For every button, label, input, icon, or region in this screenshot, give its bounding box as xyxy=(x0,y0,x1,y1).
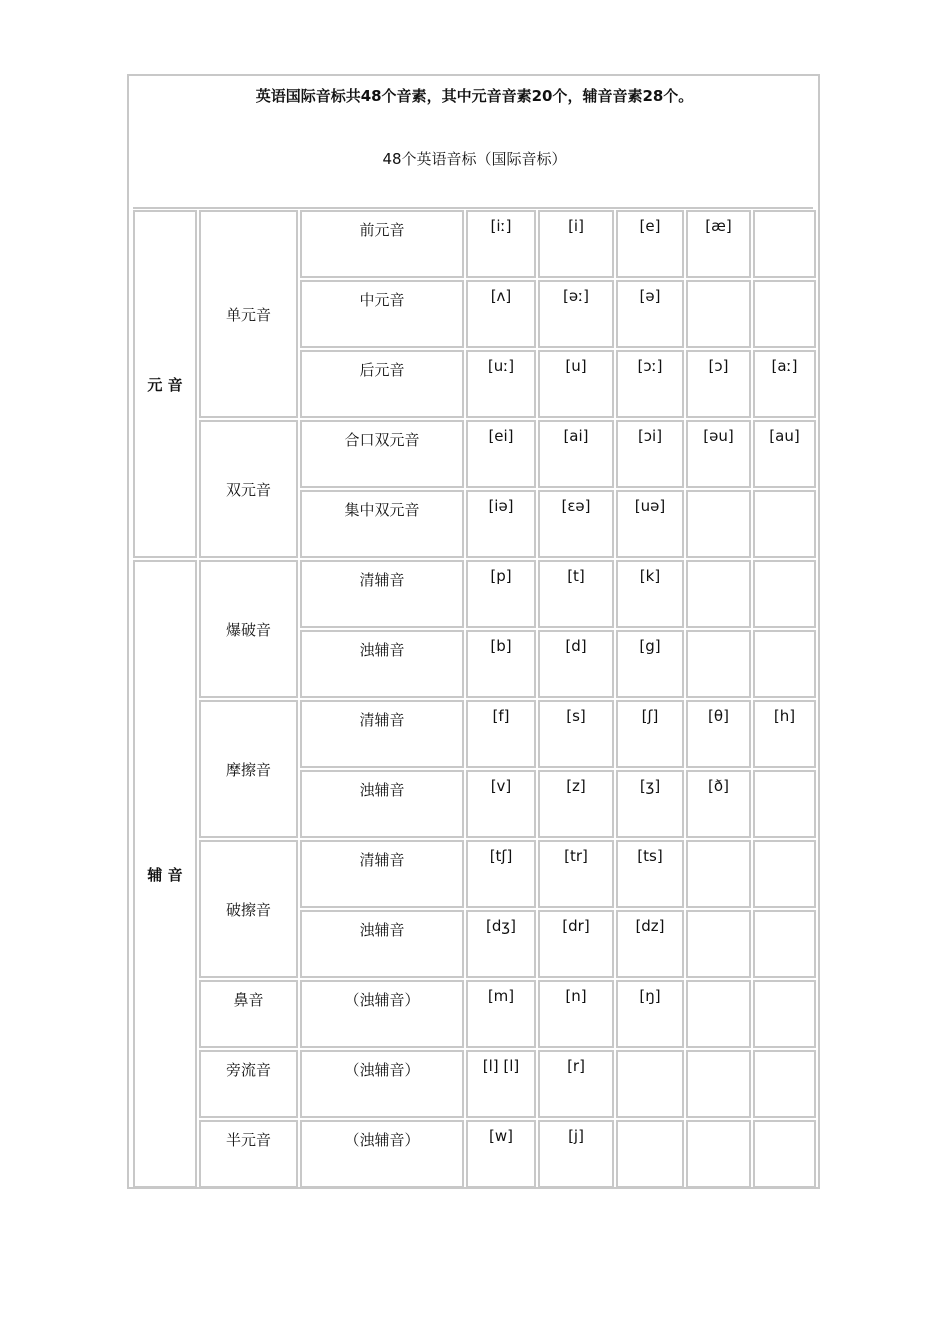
phoneme-cell: [p] xyxy=(466,560,536,628)
phoneme-cell: [ɔ] xyxy=(686,350,751,418)
phoneme-cell xyxy=(686,1120,751,1188)
row-label: 集中双元音 xyxy=(300,490,464,558)
row-label: 中元音 xyxy=(300,280,464,348)
phoneme-cell: [dr] xyxy=(538,910,614,978)
table-header xyxy=(131,77,818,207)
subgroup-affricate: 破擦音 xyxy=(199,840,298,978)
phoneme-cell xyxy=(686,910,751,978)
phoneme-cell xyxy=(753,490,816,558)
phoneme-cell: [uə] xyxy=(616,490,684,558)
phoneme-cell: [əu] xyxy=(686,420,751,488)
row-label: 浊辅音 xyxy=(300,630,464,698)
phoneme-cell xyxy=(686,1050,751,1118)
phoneme-cell xyxy=(753,1050,816,1118)
phoneme-cell: [r] xyxy=(538,1050,614,1118)
phoneme-cell: [e] xyxy=(616,210,684,278)
phoneme-cell xyxy=(686,560,751,628)
phoneme-cell: [əː] xyxy=(538,280,614,348)
phoneme-cell: [tr] xyxy=(538,840,614,908)
header-divider xyxy=(133,207,813,209)
subgroup-lateral: 旁流音 xyxy=(199,1050,298,1118)
row-label: 浊辅音 xyxy=(300,910,464,978)
phoneme-cell xyxy=(686,840,751,908)
phoneme-cell: [b] xyxy=(466,630,536,698)
subgroup-semivowel: 半元音 xyxy=(199,1120,298,1188)
row-label: 前元音 xyxy=(300,210,464,278)
phoneme-cell: [f] xyxy=(466,700,536,768)
row-label: （浊辅音） xyxy=(300,1120,464,1188)
row-label: 清辅音 xyxy=(300,700,464,768)
phoneme-cell: [l] [l] xyxy=(466,1050,536,1118)
phoneme-cell: [uː] xyxy=(466,350,536,418)
phoneme-cell: [iː] xyxy=(466,210,536,278)
subgroup-monophthong: 单元音 xyxy=(199,210,298,418)
phoneme-cell: [j] xyxy=(538,1120,614,1188)
phoneme-cell: [εə] xyxy=(538,490,614,558)
table-subtitle: 48个英语音标（国际音标） xyxy=(382,150,567,168)
phoneme-cell: [n] xyxy=(538,980,614,1048)
phoneme-cell xyxy=(753,1120,816,1188)
phoneme-cell: [m] xyxy=(466,980,536,1048)
phoneme-cell xyxy=(686,280,751,348)
phoneme-cell xyxy=(753,560,816,628)
row-label: 合口双元音 xyxy=(300,420,464,488)
subgroup-plosive: 爆破音 xyxy=(199,560,298,698)
phoneme-cell xyxy=(753,210,816,278)
phoneme-cell: [ʒ] xyxy=(616,770,684,838)
phoneme-cell: [ɔi] xyxy=(616,420,684,488)
row-label: 浊辅音 xyxy=(300,770,464,838)
phoneme-cell: [s] xyxy=(538,700,614,768)
phoneme-cell: [ts] xyxy=(616,840,684,908)
phoneme-cell: [z] xyxy=(538,770,614,838)
phoneme-cell xyxy=(616,1120,684,1188)
subgroup-nasal: 鼻音 xyxy=(199,980,298,1048)
phoneme-cell xyxy=(753,980,816,1048)
phoneme-cell: [ɔː] xyxy=(616,350,684,418)
phoneme-cell: [tʃ] xyxy=(466,840,536,908)
phoneme-cell: [ə] xyxy=(616,280,684,348)
row-label: 清辅音 xyxy=(300,560,464,628)
phoneme-cell: [au] xyxy=(753,420,816,488)
phoneme-cell xyxy=(616,1050,684,1118)
phoneme-cell: [ð] xyxy=(686,770,751,838)
phoneme-cell xyxy=(753,280,816,348)
subgroup-fricative: 摩擦音 xyxy=(199,700,298,838)
phoneme-cell: [d] xyxy=(538,630,614,698)
phoneme-cell: [v] xyxy=(466,770,536,838)
phoneme-cell: [ʌ] xyxy=(466,280,536,348)
phoneme-cell: [i] xyxy=(538,210,614,278)
phoneme-cell: [æ] xyxy=(686,210,751,278)
phoneme-cell: [k] xyxy=(616,560,684,628)
subgroup-diphthong: 双元音 xyxy=(199,420,298,558)
phoneme-cell: [w] xyxy=(466,1120,536,1188)
phoneme-cell: [ŋ] xyxy=(616,980,684,1048)
row-label: （浊辅音） xyxy=(300,980,464,1048)
phoneme-cell: [iə] xyxy=(466,490,536,558)
phoneme-cell xyxy=(753,770,816,838)
phoneme-cell: [aː] xyxy=(753,350,816,418)
phoneme-cell: [u] xyxy=(538,350,614,418)
phoneme-cell: [ai] xyxy=(538,420,614,488)
phoneme-cell xyxy=(686,490,751,558)
phoneme-cell: [g] xyxy=(616,630,684,698)
group-consonant: 辅 音 xyxy=(133,560,197,1188)
phoneme-cell: [dz] xyxy=(616,910,684,978)
phoneme-cell: [ei] xyxy=(466,420,536,488)
phoneme-cell: [h] xyxy=(753,700,816,768)
row-label: 清辅音 xyxy=(300,840,464,908)
row-label: 后元音 xyxy=(300,350,464,418)
phoneme-cell xyxy=(753,630,816,698)
phoneme-cell xyxy=(686,980,751,1048)
phoneme-cell xyxy=(753,910,816,978)
phoneme-cell: [θ] xyxy=(686,700,751,768)
phoneme-cell xyxy=(753,840,816,908)
row-label: （浊辅音） xyxy=(300,1050,464,1118)
table-title: 英语国际音标共48个音素，其中元音音素20个，辅音音素28个。 xyxy=(255,87,694,105)
group-vowel: 元 音 xyxy=(133,210,197,558)
phoneme-cell: [t] xyxy=(538,560,614,628)
phoneme-cell xyxy=(686,630,751,698)
phoneme-cell: [ʃ] xyxy=(616,700,684,768)
phoneme-cell: [dʒ] xyxy=(466,910,536,978)
